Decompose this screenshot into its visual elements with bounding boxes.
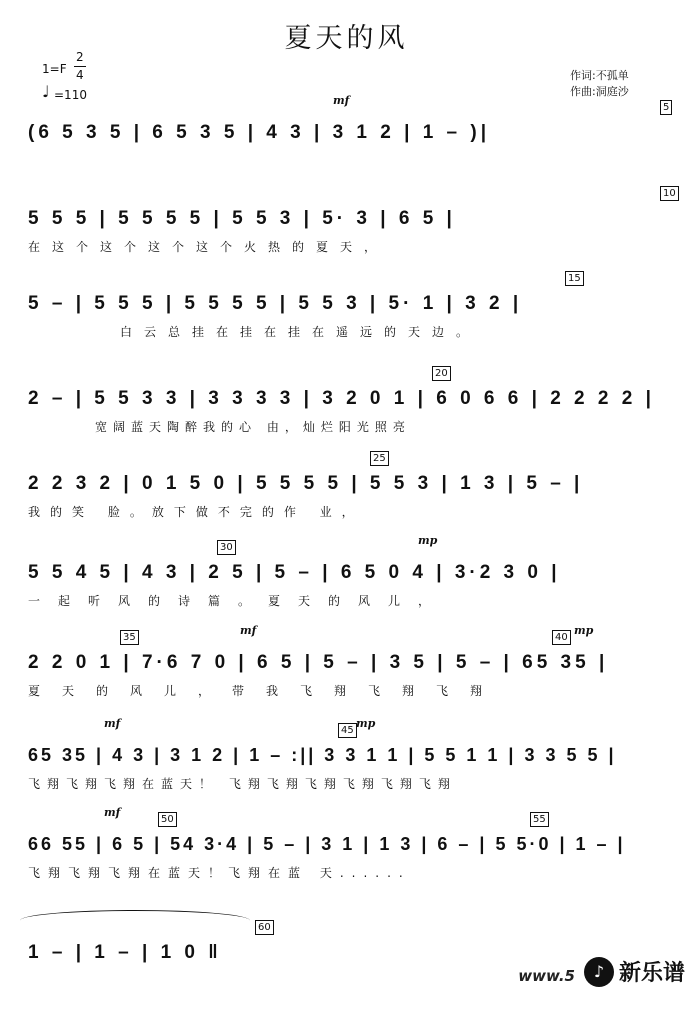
music-note-disc-icon: ♪ (584, 957, 614, 987)
notation-line: 65 35 | 4 3 | 3 1 2 | 1 – :|| 3 3 1 1 | 5 5 1 1 | 3 3 5 5 | (28, 745, 617, 765)
measure-number: 55 (530, 812, 549, 827)
measure-number: 5 (660, 100, 672, 115)
score-system-3 (0, 273, 693, 379)
notation-line: 2 – | 5 5 3 3 | 3 3 3 3 | 3 2 0 1 | 6 0 6 6 | 2 2 2 2 | (28, 388, 655, 409)
time-signature-denominator: 4 (76, 68, 84, 82)
dynamic-marking: mf (104, 806, 121, 819)
measure-number: 50 (158, 812, 177, 827)
lyricist-credit: 作词:不孤单 (570, 69, 629, 82)
measure-number: 35 (120, 630, 139, 645)
score-system-5 (0, 453, 693, 559)
composer-credit: 作曲:洞庭沙 (570, 85, 629, 98)
time-signature-numerator: 2 (76, 50, 84, 64)
dynamic-marking: mp (574, 624, 594, 637)
logo-text: 新乐谱 (618, 961, 685, 986)
measure-number: 10 (660, 186, 679, 201)
notation-line: 5 – | 5 5 5 | 5 5 5 5 | 5 5 3 | 5· 1 | 3 2 | (28, 293, 523, 314)
notation-line: 2 2 0 1 | 7·6 7 0 | 6 5 | 5 – | 3 5 | 5 – | 65 35 | (28, 652, 609, 673)
dynamic-marking: mf (333, 94, 350, 107)
measure-number: 25 (370, 451, 389, 466)
measure-number: 60 (255, 920, 274, 935)
lyrics-line: 宽阔蓝天陶醉我的心 由，灿烂阳光照亮 (95, 420, 411, 434)
lyrics-line: 夏天的风儿，带我飞翔飞翔飞翔 (28, 684, 505, 698)
score-system-2 (0, 188, 693, 294)
tempo-marking: =110 (54, 88, 87, 102)
site-logo (584, 956, 685, 987)
lyrics-line: 飞翔飞翔飞翔在蓝天！飞翔在蓝 天...... (28, 866, 411, 880)
lyrics-line: 我的笑 脸。放下做不完的作 业， (28, 505, 364, 519)
quarter-note-icon: ♩ (42, 82, 50, 101)
measure-number: 20 (432, 366, 451, 381)
score-system-4 (0, 368, 693, 474)
dynamic-marking: mp (356, 717, 376, 730)
notation-line: 66 55 | 6 5 | 54 3·4 | 5 – | 3 1 | 1 3 | 6 – | 5 5·0 | 1 – | (28, 834, 626, 854)
notation-line: 5 5 5 | 5 5 5 5 | 5 5 3 | 5· 3 | 6 5 | (28, 208, 456, 229)
lyrics-line: 在这个这个这个这个火热的夏天， (28, 240, 389, 254)
dynamic-marking: mf (104, 717, 121, 730)
score-system-9 (0, 806, 693, 920)
measure-number: 15 (565, 271, 584, 286)
website-watermark: www.5 (518, 967, 575, 985)
dynamic-marking: mp (418, 534, 438, 547)
key-signature: 1=F (42, 62, 67, 76)
notation-line: 2 2 3 2 | 0 1 5 0 | 5 5 5 5 | 5 5 3 | 1 3 | 5 – | (28, 473, 584, 494)
notation-line: 1 – | 1 – | 1 0 ‖ (28, 942, 222, 963)
lyrics-line: 一起听风的诗篇。夏天的风儿， (28, 594, 449, 608)
measure-number: 45 (338, 723, 357, 738)
song-title: 夏天的风 (284, 23, 409, 54)
notation-line: (6 5 3 5 | 6 5 3 5 | 4 3 | 3 1 2 | 1 – )| (28, 122, 491, 143)
tie-arc (20, 910, 250, 931)
lyrics-line: 飞翔飞翔飞翔在蓝天！ 飞翔飞翔飞翔飞翔飞翔飞翔 (28, 777, 457, 791)
measure-number: 30 (217, 540, 236, 555)
time-signature-divider (74, 66, 86, 67)
notation-line: 5 5 4 5 | 4 3 | 2 5 | 5 – | 6 5 0 4 | 3·2 3 0 | (28, 562, 561, 583)
measure-number: 40 (552, 630, 571, 645)
dynamic-marking: mf (240, 624, 257, 637)
lyrics-line: 白云总挂在挂在挂在遥远的天边。 (120, 325, 481, 339)
